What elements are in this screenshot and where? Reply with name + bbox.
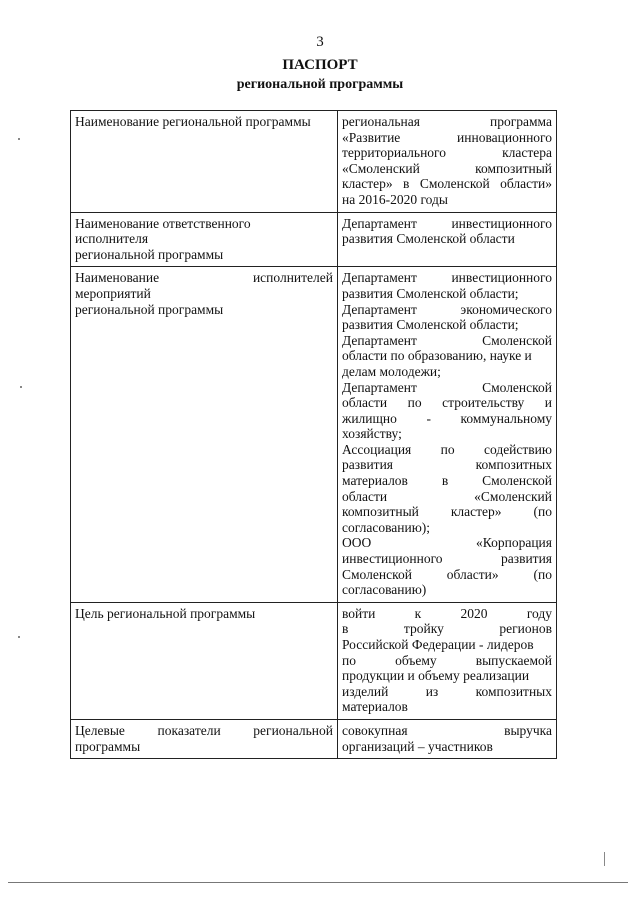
row-value-line: жилищно - коммунальному xyxy=(342,410,552,426)
row-label-line: Цель региональной программы xyxy=(75,605,256,621)
scan-mark-left xyxy=(18,138,20,140)
row-value-line: Департамент Смоленской xyxy=(342,332,552,348)
document-title: ПАСПОРТ xyxy=(282,57,358,73)
row-value-line: развития Смоленской области; xyxy=(342,317,519,333)
row-value-line: Российской Федерации - лидеров xyxy=(342,637,534,652)
row-label-line: Наименование региональной программы xyxy=(75,114,311,129)
row-value-line: на 2016-2020 годы xyxy=(342,191,448,207)
page-number: 3 xyxy=(316,34,324,50)
table-row xyxy=(71,111,557,213)
row-label-line: Наименование исполнителей xyxy=(75,270,333,286)
row-value-line: Смоленской области» (по xyxy=(342,566,552,582)
row-label-cell xyxy=(71,267,338,602)
row-label-line: региональной программы xyxy=(75,301,224,317)
row-value-line: региональная программа xyxy=(342,114,552,129)
row-value-line: ООО «Корпорация xyxy=(342,535,552,551)
row-value-line: материалов в Смоленской xyxy=(342,473,552,489)
row-value-line: войти к 2020 году xyxy=(342,605,552,621)
row-value-line: изделий из композитных xyxy=(342,683,552,699)
document-subtitle: региональной программы xyxy=(236,77,404,92)
row-value-line: делам молодежи; xyxy=(342,363,441,379)
row-value-line: развития Смоленской области xyxy=(342,231,515,247)
row-value-line: хозяйству; xyxy=(342,426,402,442)
row-value-cell xyxy=(338,719,557,758)
row-value-cell xyxy=(338,267,557,602)
row-value-line: совокупная выручка xyxy=(342,722,552,738)
scan-mark-left xyxy=(18,636,20,638)
row-label-line: мероприятий xyxy=(75,285,151,301)
row-value-line: области по образованию, науке и xyxy=(342,348,532,364)
scan-mark-left xyxy=(20,386,22,388)
row-value-line: Ассоциация по содействию xyxy=(342,441,552,457)
row-label-line: Целевые показатели региональной xyxy=(75,722,333,738)
row-value-line: в тройку регионов xyxy=(342,621,552,637)
scan-mark-right xyxy=(604,852,605,866)
row-value-line: Департамент Смоленской xyxy=(342,379,552,395)
row-label-line: исполнителя xyxy=(75,231,149,247)
row-value-line: развития композитных xyxy=(342,457,552,473)
row-value-line: области по строительству и xyxy=(342,395,552,411)
passport-table xyxy=(70,110,557,759)
row-value-line: согласованию); xyxy=(342,519,431,535)
row-value-line: «Развитие инновационного xyxy=(342,129,552,145)
row-value-line: продукции и объему реализации xyxy=(342,668,530,684)
row-value-line: развития Смоленской области; xyxy=(342,285,519,301)
row-value-line: инвестиционного развития xyxy=(342,551,552,567)
row-label-cell xyxy=(71,212,338,267)
table-row xyxy=(71,212,557,267)
row-value-line: области «Смоленский xyxy=(342,488,552,504)
row-label-line: программы xyxy=(75,738,141,754)
row-value-line: согласованию) xyxy=(342,582,427,598)
table-row xyxy=(71,602,557,719)
row-value-line: Департамент инвестиционного xyxy=(342,215,552,231)
row-value-line: Департамент экономического xyxy=(342,301,552,317)
row-value-line: Департамент инвестиционного xyxy=(342,270,552,286)
row-label-cell xyxy=(71,602,338,719)
row-value-line: кластер» в Смоленской области» xyxy=(342,176,552,192)
row-label-line: региональной программы xyxy=(75,246,224,262)
row-label-cell xyxy=(71,719,338,758)
row-label-cell xyxy=(71,111,338,213)
row-value-cell xyxy=(338,602,557,719)
row-value-line: композитный кластер» (по xyxy=(342,504,552,520)
row-value-line: организаций – участников xyxy=(342,738,493,754)
table-row xyxy=(71,267,557,602)
row-value-cell xyxy=(338,111,557,213)
scan-edge-line xyxy=(8,882,628,883)
row-value-cell xyxy=(338,212,557,267)
row-value-line: «Смоленский композитный xyxy=(342,160,552,176)
row-value-line: материалов xyxy=(342,699,408,715)
row-value-line: территориального кластера xyxy=(342,145,552,161)
row-value-line: по объему выпускаемой xyxy=(342,652,552,668)
row-label-line: Наименование ответственного xyxy=(75,215,251,231)
table-row xyxy=(71,719,557,758)
